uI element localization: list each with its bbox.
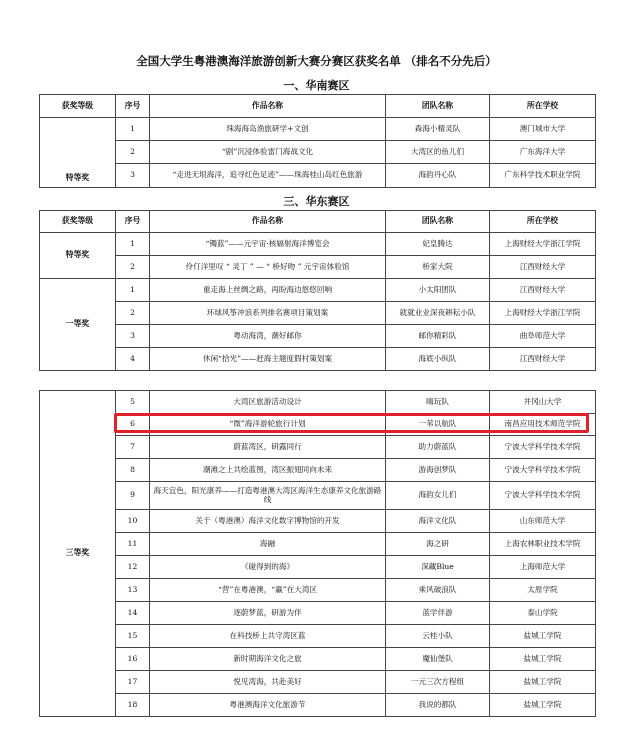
row-no: 17 bbox=[116, 671, 150, 694]
header-level: 获奖等级 bbox=[40, 211, 116, 233]
row-no: 14 bbox=[116, 602, 150, 625]
row-team: 一苇以航队 bbox=[386, 414, 490, 436]
row-work: 粤港澳海洋文化旅游节 bbox=[150, 694, 386, 717]
row-no: 6 bbox=[116, 414, 150, 436]
table-row bbox=[40, 325, 596, 348]
table-row bbox=[40, 482, 596, 510]
row-work: 新时期海洋文化之旅 bbox=[150, 648, 386, 671]
row-school: 广东海洋大学 bbox=[490, 141, 596, 164]
header-no: 序号 bbox=[116, 211, 150, 233]
row-team: 海底小纵队 bbox=[386, 348, 490, 371]
row-team: 海之研 bbox=[386, 533, 490, 556]
row-work: 潮滩之上共绘蓝图，湾区振翅同向未来 bbox=[150, 459, 386, 482]
row-team: 就就业业深夜耕耘小队 bbox=[386, 302, 490, 325]
row-work: 在科技桥上共守湾区蓝 bbox=[150, 625, 386, 648]
row-work: 大湾区旅游活动设计 bbox=[150, 391, 386, 414]
row-work: 海天宜色，阳光康养——打造粤港澳大湾区海洋生态康养文化旅游路线 bbox=[150, 482, 386, 510]
row-no: 9 bbox=[116, 482, 150, 510]
table-row bbox=[40, 533, 596, 556]
row-school: 宁波大学科学技术学院 bbox=[490, 459, 596, 482]
region-title-south: 一、华南赛区 bbox=[283, 79, 350, 92]
table-row bbox=[40, 556, 596, 579]
row-work: “剧”沉浸体验雷门海战文化 bbox=[150, 141, 386, 164]
row-school: 澳门城市大学 bbox=[490, 118, 596, 141]
row-team: 妃皇腾达 bbox=[386, 233, 490, 256]
row-team: 我说的都队 bbox=[386, 694, 490, 717]
table-row bbox=[40, 694, 596, 717]
south-award-table bbox=[39, 94, 596, 188]
row-school: 上海师范大学 bbox=[490, 556, 596, 579]
row-work: 粤动海湾，潮好邮你 bbox=[150, 325, 386, 348]
row-team: 邮你精彩队 bbox=[386, 325, 490, 348]
row-school: 上海财经大学浙江学院 bbox=[490, 233, 596, 256]
row-no: 10 bbox=[116, 510, 150, 533]
row-team: 嗨玩队 bbox=[386, 391, 490, 414]
row-no: 8 bbox=[116, 459, 150, 482]
row-work: 关于（粤港澳）海洋文化数字博物馆的开发 bbox=[150, 510, 386, 533]
table-row bbox=[40, 164, 596, 188]
row-team: 海洋文化队 bbox=[386, 510, 490, 533]
table-row bbox=[40, 459, 596, 482]
award-level: 特等奖 bbox=[40, 233, 116, 279]
row-school: 江西财经大学 bbox=[490, 348, 596, 371]
row-school: 盐城工学院 bbox=[490, 694, 596, 717]
highlight-box bbox=[114, 413, 589, 433]
row-work: 逐蔚梦蓝，研游为伴 bbox=[150, 602, 386, 625]
row-team: 海韵女儿们 bbox=[386, 482, 490, 510]
row-work: “镯蓝”——元宇宙·核辐射海洋博览会 bbox=[150, 233, 386, 256]
table-row bbox=[40, 141, 596, 164]
row-no: 2 bbox=[116, 256, 150, 279]
row-school: 南昌应用技术师范学院 bbox=[490, 414, 596, 436]
row-no: 4 bbox=[116, 348, 150, 371]
row-work: 休闲“拾光”——赶海主题度假村策划案 bbox=[150, 348, 386, 371]
row-work: 《碰得到的海》 bbox=[150, 556, 386, 579]
row-team: 小太阳团队 bbox=[386, 279, 490, 302]
row-no: 5 bbox=[116, 391, 150, 414]
header-no: 序号 bbox=[116, 95, 150, 118]
row-school: 盐城工学院 bbox=[490, 671, 596, 694]
row-work: 悦见湾海，共赴美好 bbox=[150, 671, 386, 694]
row-team: 大湾区的鱼儿们 bbox=[386, 141, 490, 164]
row-no: 1 bbox=[116, 118, 150, 141]
row-school: 江西财经大学 bbox=[490, 256, 596, 279]
row-no: 12 bbox=[116, 556, 150, 579]
row-school: 宁波大学科学技术学院 bbox=[490, 482, 596, 510]
row-team: 海韵丹心队 bbox=[386, 164, 490, 188]
table-row bbox=[40, 348, 596, 371]
table-header-row bbox=[40, 211, 596, 233]
row-work: 蔚蓝湾区，研露同行 bbox=[150, 436, 386, 459]
table-row bbox=[40, 625, 596, 648]
table-row bbox=[40, 279, 596, 302]
row-no: 7 bbox=[116, 436, 150, 459]
table-header-row bbox=[40, 95, 596, 118]
row-work: “走进无垠海洋，追寻红色足迹”——珠海桂山岛红色旅游 bbox=[150, 164, 386, 188]
table-row bbox=[40, 579, 596, 602]
row-team: 桥家大院 bbox=[386, 256, 490, 279]
award-level: 特等奖 bbox=[40, 118, 116, 188]
region-title-east: 三、华东赛区 bbox=[283, 195, 350, 208]
table-row bbox=[40, 510, 596, 533]
row-no: 11 bbox=[116, 533, 150, 556]
row-no: 15 bbox=[116, 625, 150, 648]
row-work: 海融 bbox=[150, 533, 386, 556]
document-title: 全国大学生粤港澳海洋旅游创新大赛分赛区获奖名单 （排名不分先后） bbox=[136, 54, 497, 68]
row-team: 蓝学伴游 bbox=[386, 602, 490, 625]
row-no: 1 bbox=[116, 233, 150, 256]
row-team: 深藏Blue bbox=[386, 556, 490, 579]
table-row bbox=[40, 648, 596, 671]
row-team: 一元三次方程组 bbox=[386, 671, 490, 694]
row-team: 云桂小队 bbox=[386, 625, 490, 648]
row-work: “营”在粤港澳，“赢”在大湾区 bbox=[150, 579, 386, 602]
row-team: 乘风破浪队 bbox=[386, 579, 490, 602]
award-level: 一等奖 bbox=[40, 279, 116, 371]
table-row bbox=[40, 302, 596, 325]
row-no: 1 bbox=[116, 279, 150, 302]
row-school: 上海财经大学浙江学院 bbox=[490, 302, 596, 325]
row-school: 上海农林职业技术学院 bbox=[490, 533, 596, 556]
row-no: 13 bbox=[116, 579, 150, 602]
row-school: 广东科学技术职业学院 bbox=[490, 164, 596, 188]
table-row bbox=[40, 602, 596, 625]
header-level: 获奖等级 bbox=[40, 95, 116, 118]
header-team: 团队名称 bbox=[386, 211, 490, 233]
row-school: 泰山学院 bbox=[490, 602, 596, 625]
header-team: 团队名称 bbox=[386, 95, 490, 118]
table-row bbox=[40, 233, 596, 256]
row-school: 宁波大学科学技术学院 bbox=[490, 436, 596, 459]
row-work: 环球风筝冲浪系列排名赛项目策划案 bbox=[150, 302, 386, 325]
row-no: 3 bbox=[116, 325, 150, 348]
header-school: 所在学校 bbox=[490, 95, 596, 118]
row-no: 2 bbox=[116, 141, 150, 164]
row-no: 3 bbox=[116, 164, 150, 188]
row-school: 盐城工学院 bbox=[490, 625, 596, 648]
row-team: 助力蔚蓝队 bbox=[386, 436, 490, 459]
row-school: 江西财经大学 bbox=[490, 279, 596, 302]
header-work: 作品名称 bbox=[150, 95, 386, 118]
row-work: “微”海洋游轮旅行计划 bbox=[150, 414, 386, 436]
table-row bbox=[40, 436, 596, 459]
table-row bbox=[40, 671, 596, 694]
row-no: 2 bbox=[116, 302, 150, 325]
row-no: 16 bbox=[116, 648, 150, 671]
east-third-prize-table bbox=[39, 390, 596, 717]
award-level: 三等奖 bbox=[40, 391, 116, 717]
row-work: 重走海上丝绸之路，再盼海边悠悠回响 bbox=[150, 279, 386, 302]
row-team: 森海小精灵队 bbox=[386, 118, 490, 141]
table-row bbox=[40, 118, 596, 141]
row-no: 18 bbox=[116, 694, 150, 717]
row-team: 游海创梦队 bbox=[386, 459, 490, 482]
row-team: 魔仙堡队 bbox=[386, 648, 490, 671]
row-school: 盐城工学院 bbox=[490, 648, 596, 671]
header-school: 所在学校 bbox=[490, 211, 596, 233]
table-row bbox=[40, 391, 596, 414]
table-row bbox=[40, 256, 596, 279]
east-award-table bbox=[39, 210, 596, 371]
row-school: 曲阜师范大学 bbox=[490, 325, 596, 348]
row-work: 伶仃洋里叹 “ 灵丁 ” — “ 桥好吻 ” 元宇宙体验馆 bbox=[150, 256, 386, 279]
row-school: 井冈山大学 bbox=[490, 391, 596, 414]
row-school: 山东师范大学 bbox=[490, 510, 596, 533]
row-work: 珠海海岛渔旅研学+文创 bbox=[150, 118, 386, 141]
row-school: 太原学院 bbox=[490, 579, 596, 602]
header-work: 作品名称 bbox=[150, 211, 386, 233]
